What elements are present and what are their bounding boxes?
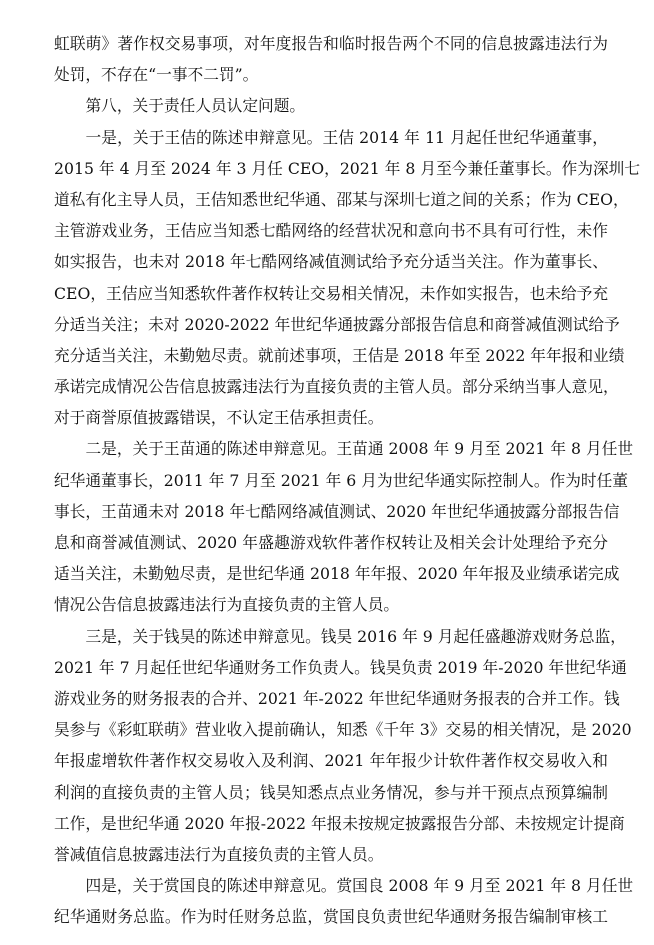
text-line: 二是，关于王苗通的陈述申辩意见。王苗通 2008 年 9 月至 2021 年 8 月任世 xyxy=(85,439,634,459)
text-line: 虹联萌》著作权交易事项，对年度报告和临时报告两个不同的信息披露违法行为 xyxy=(54,34,608,53)
text-line: 情况公告信息披露违法行为直接负责的主管人员。 xyxy=(54,595,400,615)
text-line: 纪华通董事长，2011 年 7 月至 2021 年 6 月为世纪华通实际控制人。作为时任董 xyxy=(54,470,628,490)
text-line: 利润的直接负责的主管人员；钱昊知悉点点业务情况，参与并干预点点预算编制 xyxy=(54,782,608,802)
text-line: 年报虚增软件著作权交易收入及利润、2021 年年报少计软件著作权交易收入和 xyxy=(54,751,608,771)
text-line: 对于商誉原值披露错误，不认定王佶承担责任。 xyxy=(54,408,384,428)
text-line: 四是，关于赏国良的陈述申辩意见。赏国良 2008 年 9 月至 2021 年 8 月任世 xyxy=(85,876,634,896)
text-line: 适当关注，未勤勉尽责，是世纪华通 2018 年年报、2020 年年报及业绩承诺完成 xyxy=(54,564,620,584)
section-heading: 第八，关于责任人员认定问题。 xyxy=(85,96,306,116)
text-line: 游戏业务的财务报表的合并、2021 年-2022 年世纪华通财务报表的合并工作。钱 xyxy=(54,688,620,708)
text-line: 昊参与《彩虹联萌》营业收入提前确认，知悉《千年 3》交易的相关情况，是 2020 xyxy=(54,720,632,740)
text-line: 息和商誉减值测试、2020 年盛趣游戏软件著作权转让及相关会计处理给予充分 xyxy=(54,533,608,552)
text-line: 主管游戏业务，王佶应当知悉七酷网络的经营状况和意向书不具有可行性，未作 xyxy=(54,221,608,241)
text-line: CEO，王佶应当知悉软件著作权转让交易相关情况，未作如实报告，也未给予充 xyxy=(54,283,609,303)
text-line: 事长，王苗通未对 2018 年七酷网络减值测试、2020 年世纪华通披露分部报告信 xyxy=(54,501,620,521)
text-line: 2021 年 7 月起任世纪华通财务工作负责人。钱昊负责 2019 年-2020 年世纪华通 xyxy=(54,657,627,677)
text-line: 承诺完成情况公告信息披露违法行为直接负责的主管人员。部分采纳当事人意见， xyxy=(54,377,619,397)
text-line: 誉减值信息披露违法行为直接负责的主管人员。 xyxy=(54,844,384,864)
text-line: 一是，关于王佶的陈述申辩意见。王佶 2014 年 11 月起任世纪华通董事， xyxy=(85,127,608,147)
text-line: 处罚，不存在“一事不二罚”。 xyxy=(54,65,259,85)
text-line: 2015 年 4 月至 2024 年 3 月任 CEO，2021 年 8 月至今兼任董事长。作为深圳七 xyxy=(54,158,641,178)
text-line: 如实报告，也未对 2018 年七酷网络减值测试给予充分适当关注。作为董事长、 xyxy=(54,252,608,272)
text-line: 分适当关注；未对 2020-2022 年世纪华通披露分部报告信息和商誉减值测试给予 xyxy=(54,314,620,334)
text-line: 道私有化主导人员，王佶知悉世纪华通、邵某与深圳七道之间的关系；作为 CEO， xyxy=(54,189,629,209)
text-line: 工作，是世纪华通 2020 年报-2022 年报未按规定披露报告分部、未按规定计提商 xyxy=(54,813,625,833)
text-line: 三是，关于钱昊的陈述申辩意见。钱昊 2016 年 9 月起任盛趣游戏财务总监， xyxy=(85,626,626,646)
text-line: 纪华通财务总监。作为时任财务总监，赏国良负责世纪华通财务报告编制审核工 xyxy=(54,907,608,927)
text-line: 充分适当关注，未勤勉尽责。就前述事项，王佶是 2018 年至 2022 年年报和业绩 xyxy=(54,345,625,365)
document-page xyxy=(54,28,641,932)
